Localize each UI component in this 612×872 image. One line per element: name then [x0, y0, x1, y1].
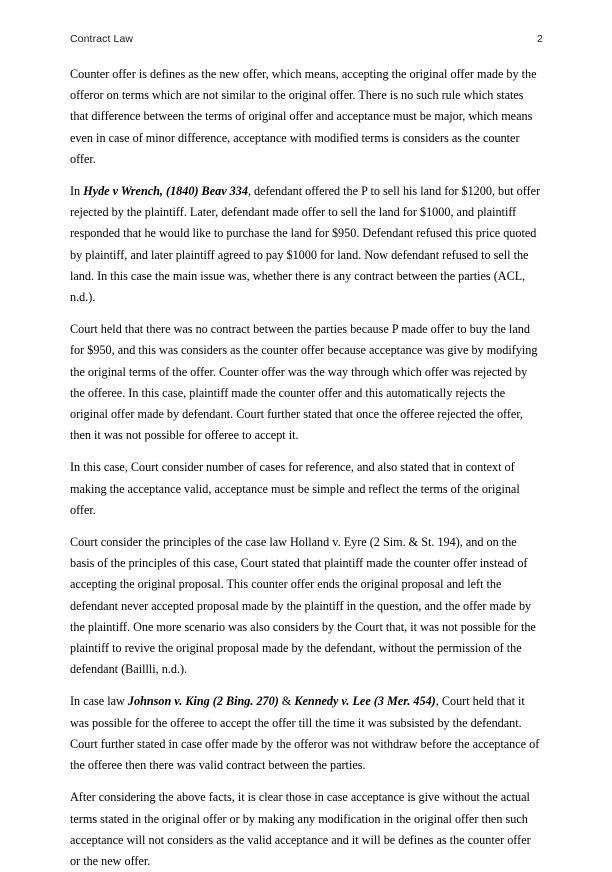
paragraph-p7-conclusion [70, 787, 543, 872]
document-body [70, 64, 543, 872]
header-page-number: 2 [537, 33, 543, 45]
case-citation: Hyde v Wrench, (1840) Beav 334 [83, 184, 248, 199]
case-citation: Kennedy v. Lee (3 Mer. 454) [294, 694, 436, 709]
text-run: In case law [70, 694, 128, 709]
text-run: , Court held that it was possible for the offeree to accept the offer till the time it was subsisted by the defendant. Court further stated in case offer made by the offeror was not withdraw before the acceptance of the offeree then there was valid contract between the parties. [70, 694, 540, 773]
page-header [70, 33, 543, 45]
text-run: & [278, 694, 295, 709]
paragraph-p5-holland-v-eyre [70, 532, 543, 680]
text-run: After considering the above facts, it is clear those in case acceptance is give without the actual terms stated in the original offer or by making any modification in the original offer then such acceptance will not considers as the valid acceptance and it will be defines as the counter offer or the new offer. [70, 790, 531, 868]
text-run: In this case, Court consider number of cases for reference, and also stated that in context of making the acceptance valid, acceptance must be simple and reflect the terms of the original offer. [70, 460, 520, 517]
text-run: , defendant offered the P to sell his land for $1200, but offer rejected by the plaintiff. Later, defendant made offer to sell the land for $1000, and plaintiff responded that he would like to purchase the land for $950. Defendant refused this price quoted by plaintiff, and later plaintiff agreed to pay $1000 for land. Now defendant refused to sell the land. In this case the main issue was, whether there is any contract between the parties (ACL, n.d.). [70, 184, 541, 305]
paragraph-p4-acceptance-must-be-simple [70, 457, 543, 521]
case-citation: Johnson v. King (2 Bing. 270) [127, 694, 279, 709]
paragraph-p1-counter-offer-definition [70, 64, 543, 170]
text-run: Counter offer is defines as the new offer, which means, accepting the original offer made by the offeror on terms which are not similar to the original offer. There is no such rule which states that difference between the terms of original offer and acceptance must be major, which means even in case of minor difference, acceptance with modified terms is considers as the counter offer. [70, 67, 537, 166]
header-document-title: Contract Law [70, 33, 134, 45]
text-run: Court consider the principles of the case law Holland v. Eyre (2 Sim. & St. 194), and on the basis of the principles of this case, Court stated that plaintiff made the counter offer instead of accepting the original proposal. This counter offer ends the original proposal and left the defendant never accepted proposal made by the plaintiff in the question, and the offer made by the plaintiff. One more scenario was also considers by the Court that, it was not possible for the plaintiff to revive the original proposal made by the defendant, without the permission of the defendant (Baillli, n.d.). [70, 535, 536, 677]
paragraph-p3-court-held-no-contract [70, 319, 543, 446]
paragraph-p2-hyde-v-wrench-facts [70, 181, 543, 308]
text-run: Court held that there was no contract between the parties because P made offer to buy the land for $950, and this was considers as the counter offer because acceptance was give by modifying the original terms of the offer. Counter offer was the way through which offer was rejected by the offeree. In this case, plaintiff made the counter offer and this automatically rejects the original offer made by defendant. Court further stated that once the offeree rejected the offer, then it was not possible for offeree to accept it. [70, 322, 538, 443]
text-run: In [70, 184, 84, 199]
paragraph-p6-johnson-king-kennedy-lee [70, 691, 543, 776]
